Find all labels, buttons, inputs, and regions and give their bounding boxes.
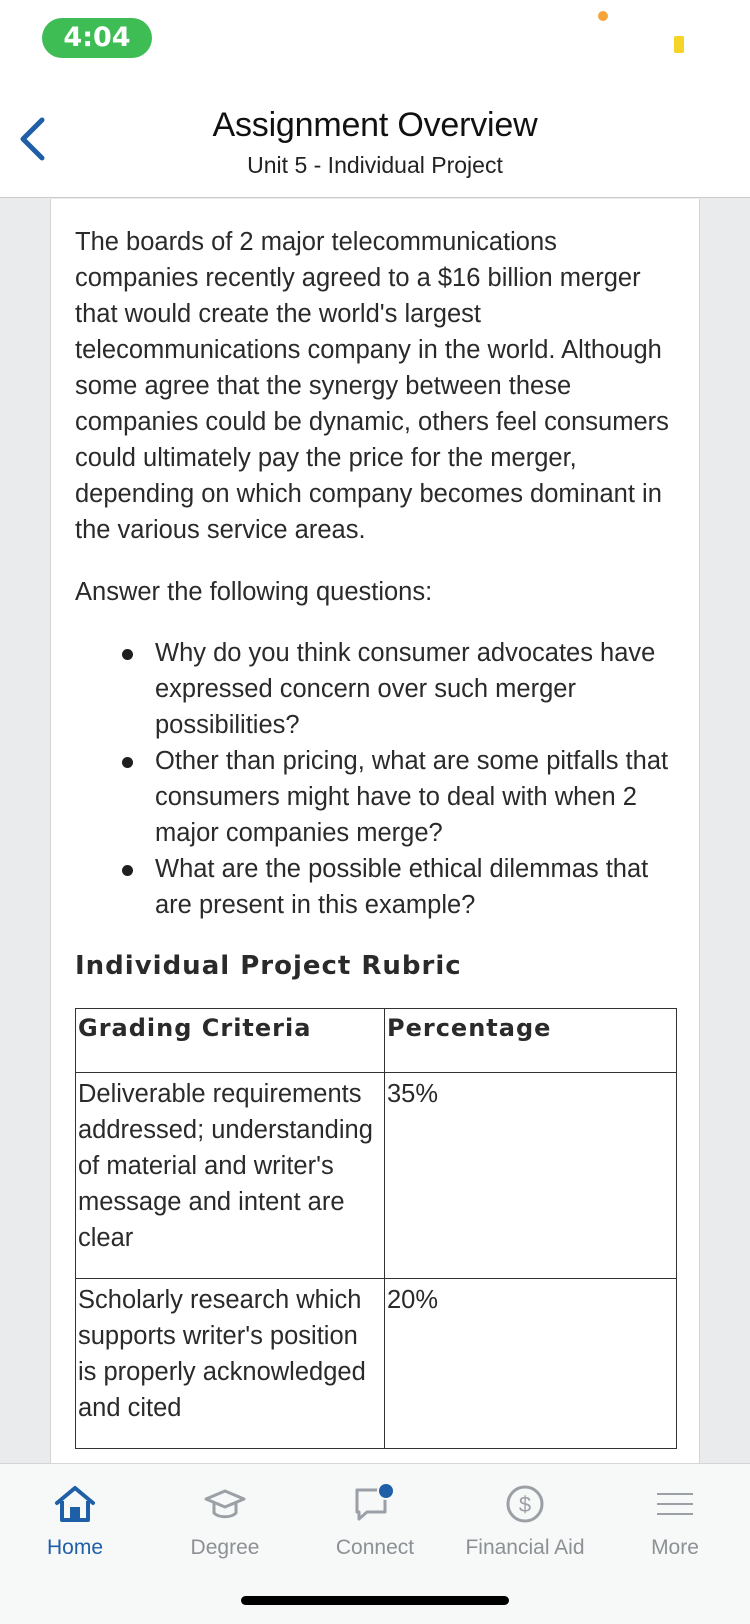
- dollar-circle-icon: [503, 1482, 547, 1526]
- question-list: [75, 635, 675, 923]
- question-item: What are the possible ethical dilemmas that are present in this example?: [155, 851, 675, 923]
- rubric-table: [75, 1008, 677, 1449]
- table-row: [76, 1279, 677, 1449]
- nav-item-degree[interactable]: [150, 1464, 300, 1574]
- column-header-criteria: Grading Criteria: [76, 1009, 385, 1073]
- home-indicator[interactable]: [241, 1596, 509, 1605]
- question-item: Why do you think consumer advocates have expressed concern over such merger possibilities?: [155, 635, 675, 743]
- status-bar: [0, 0, 750, 80]
- nav-item-connect[interactable]: [300, 1464, 450, 1574]
- answer-prompt: Answer the following questions:: [75, 578, 433, 606]
- rubric-title: Individual Project Rubric: [75, 951, 462, 981]
- criteria-cell: Deliverable requirements addressed; understanding of material and writer's message and intent are clear: [76, 1073, 385, 1279]
- page-title: Assignment Overview: [212, 106, 538, 144]
- menu-icon: [653, 1482, 697, 1526]
- chat-bubble-icon: [353, 1482, 397, 1526]
- content-scroll-area[interactable]: [0, 199, 750, 1463]
- percentage-cell: 35%: [385, 1073, 677, 1279]
- nav-label-more: More: [651, 1536, 699, 1559]
- nav-item-more[interactable]: [600, 1464, 750, 1574]
- nav-item-home[interactable]: [0, 1464, 150, 1574]
- nav-label-home: Home: [46, 1536, 104, 1559]
- question-item: Other than pricing, what are some pitfalls that consumers might have to deal with when 2 major companies merge?: [155, 743, 675, 851]
- privacy-indicator-dot: [598, 11, 608, 21]
- page-header: [0, 80, 750, 198]
- nav-label-connect: Connect: [335, 1536, 415, 1559]
- graduation-cap-icon: [203, 1482, 247, 1526]
- assignment-description: The boards of 2 major telecommunications companies recently agreed to a $16 billion merger that would create the world's largest telecommunications company in the world. Although some agree that the synergy between these companies could be dynamic, others feel consumers could ultimately pay the price for the merger, depending on which company becomes dominant in the various service areas.: [75, 228, 669, 544]
- nav-item-financial-aid[interactable]: [450, 1464, 600, 1574]
- battery-icon: [674, 36, 684, 53]
- svg-text:$: $: [518, 1492, 532, 1517]
- table-row: [76, 1073, 677, 1279]
- criteria-cell: Scholarly research which supports writer's position is properly acknowledged and cited: [76, 1279, 385, 1449]
- column-header-percentage: Percentage: [385, 1009, 677, 1073]
- nav-label-financial-aid: Financial Aid: [465, 1536, 585, 1559]
- percentage-cell: 20%: [385, 1279, 677, 1449]
- nav-label-degree: Degree: [190, 1536, 260, 1559]
- table-header-row: [76, 1009, 677, 1073]
- home-icon: [53, 1482, 97, 1526]
- status-time: 4:04: [42, 18, 152, 58]
- assignment-card: [50, 199, 700, 1463]
- page-subtitle: Unit 5 - Individual Project: [247, 152, 503, 178]
